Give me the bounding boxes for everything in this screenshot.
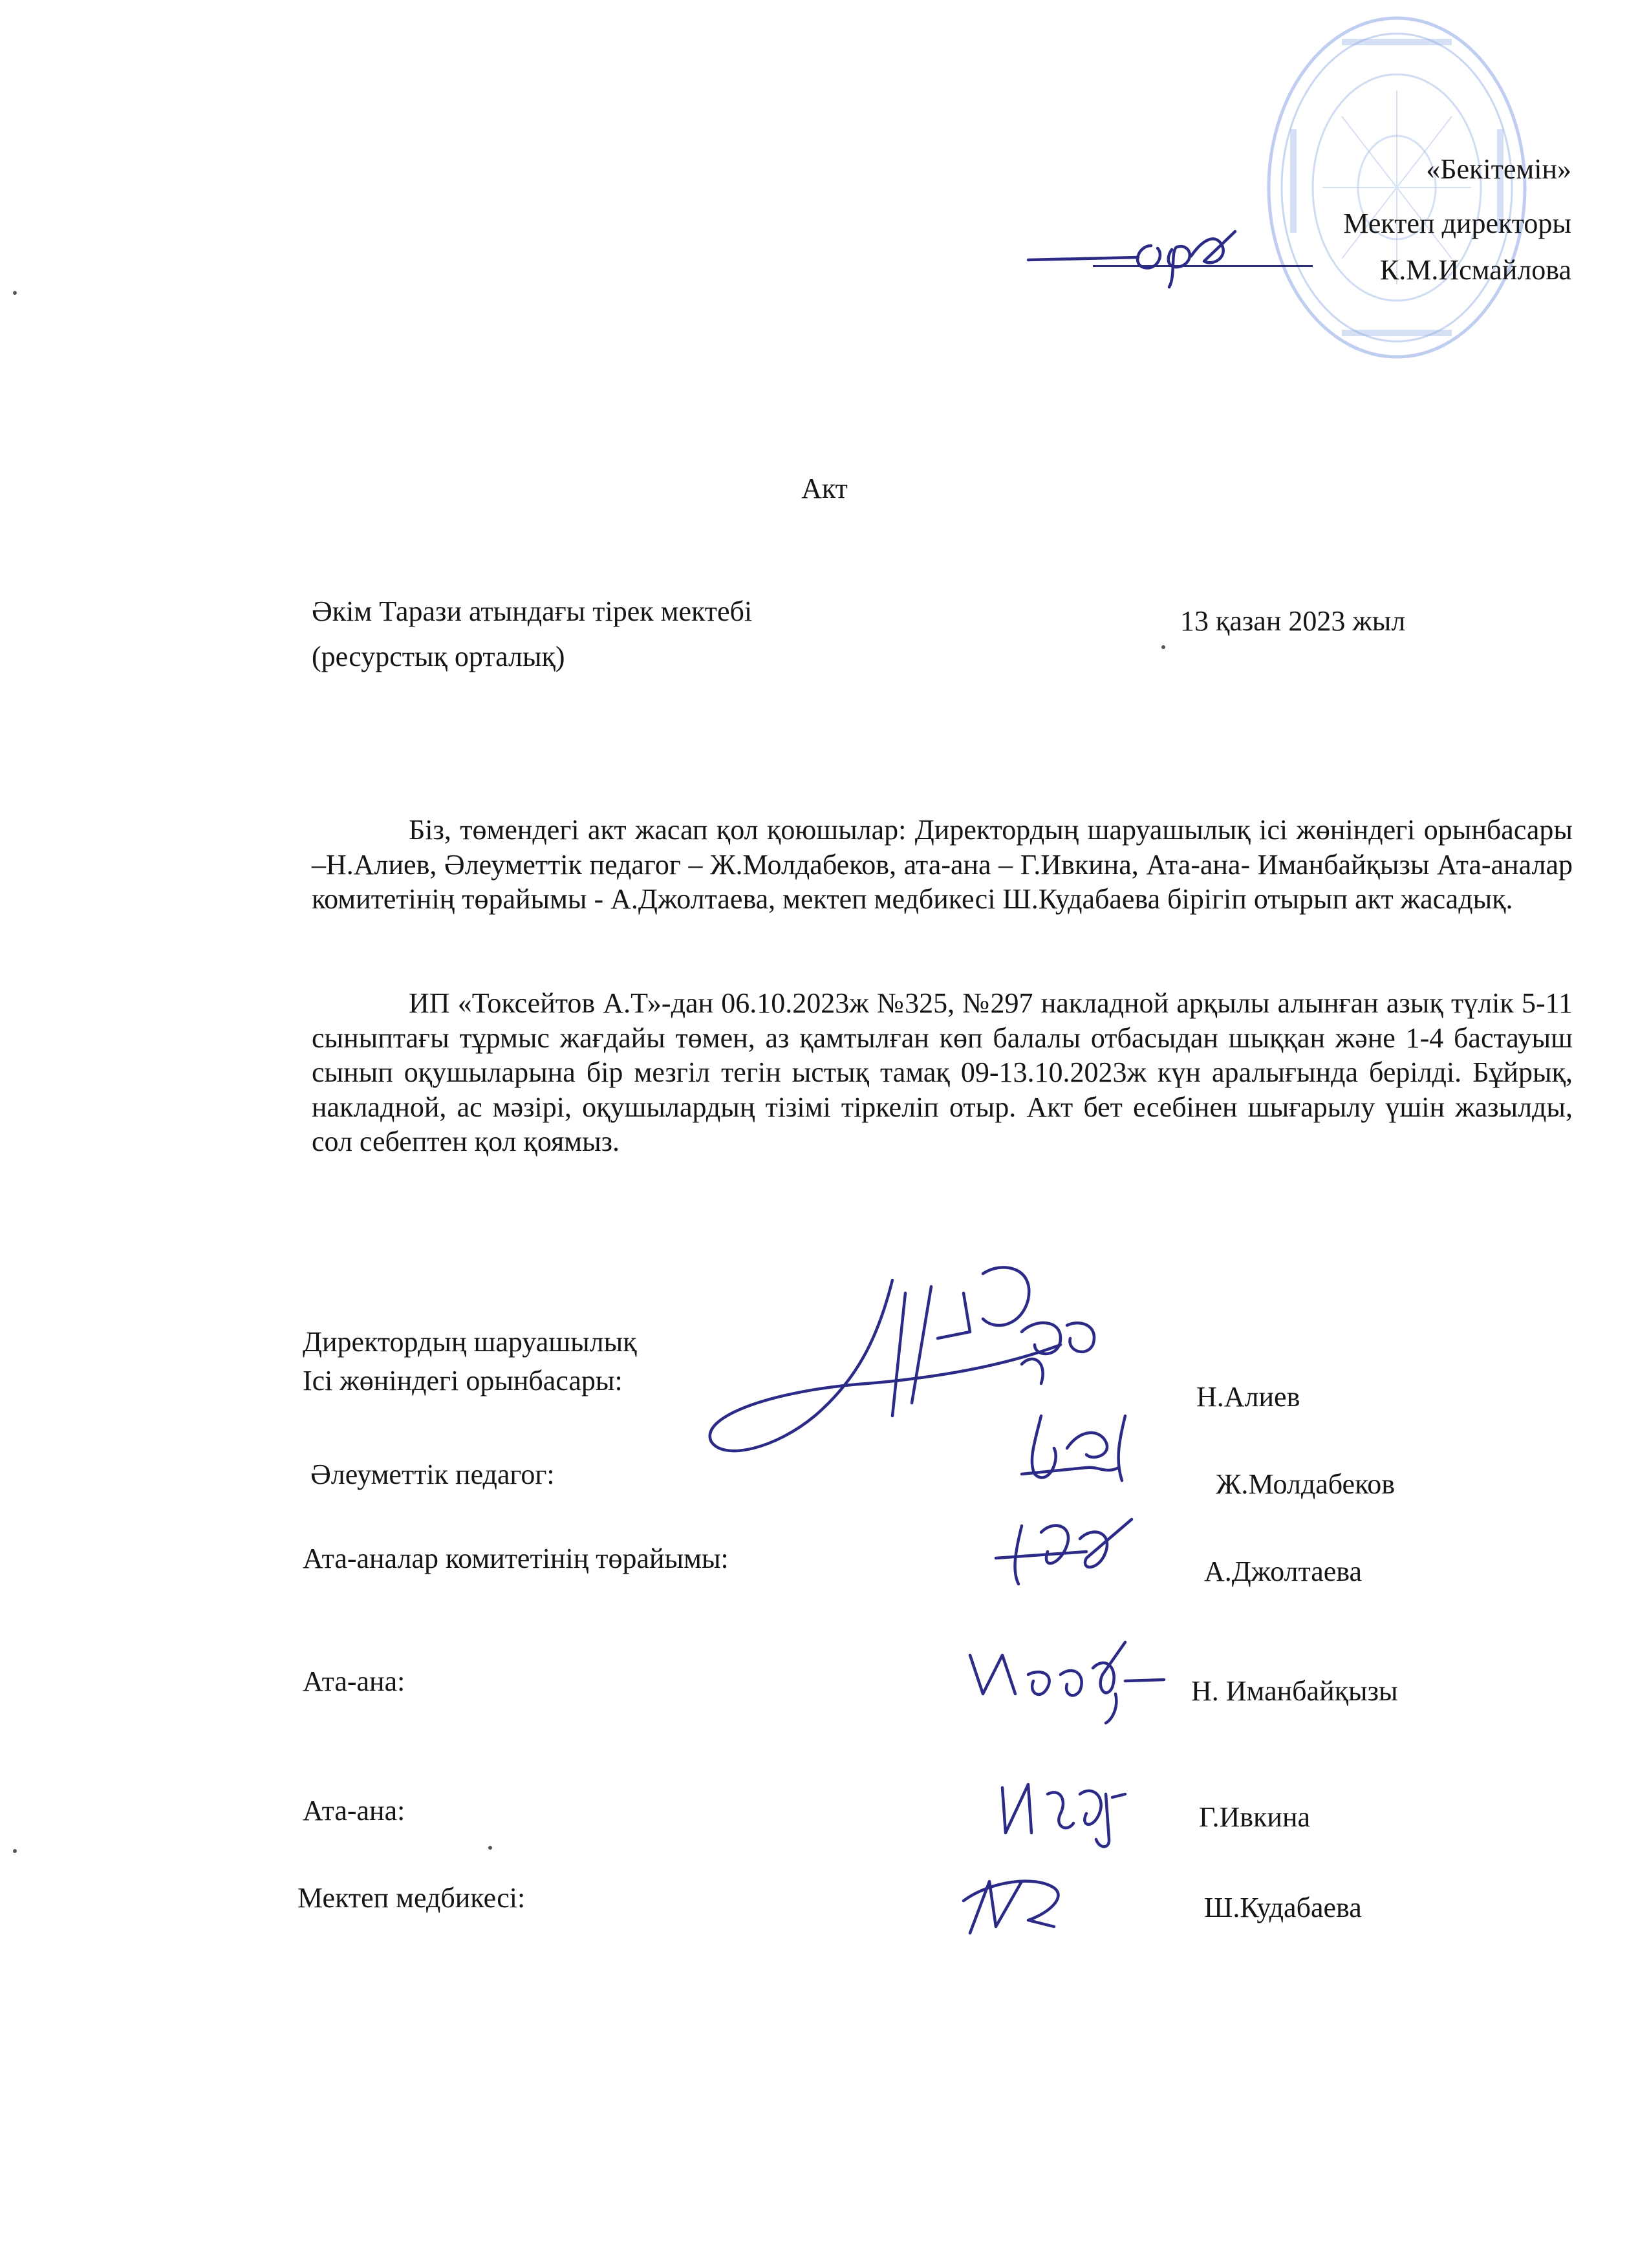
round-seal-stamp-icon	[1264, 13, 1529, 369]
scan-dot	[488, 1846, 492, 1850]
signature-kudabaeva-icon	[951, 1862, 1073, 1946]
signatory-role-1a: Директордың шаруашылық	[303, 1326, 637, 1358]
signatory-role-2: Әлеуметтік педагог:	[310, 1459, 555, 1490]
signatory-role-5: Ата-ана:	[303, 1795, 405, 1826]
signature-joltaeva-icon	[983, 1506, 1151, 1597]
signature-moldabekov-icon	[1009, 1403, 1151, 1493]
document-title: Акт	[801, 473, 848, 504]
scan-dot	[1161, 645, 1165, 649]
approval-position: Мектеп директоры	[1343, 208, 1571, 239]
organization-line-2: (ресурстық орталық)	[312, 641, 565, 672]
signatory-name-1: Н.Алиев	[1196, 1381, 1300, 1413]
signatory-role-1b: Ісі жөніндегі орынбасары:	[303, 1365, 623, 1396]
organization-line-1: Әкім Тарази атындағы тірек мектебі	[312, 595, 753, 627]
signatory-role-4: Ата-ана:	[303, 1665, 405, 1697]
body-paragraph-2: ИП «Токсейтов А.Т»-дан 06.10.2023ж №325, №297 накладной арқылы алынған азық түлік 5-11 сыныптағы тұрмыс жағдайы төмен, аз қамтылған көп балалы отбасыдан шыққан және 1-4 бастауыш сынып оқушыларына бір мезгіл тегін ыстық тамақ 09-13.10.2023ж күн аралығында берілді. Бұйрық, накладной, ас мәзірі, оқушылардың тізімі тіркеліп отыр. Акт бет есебінен шығарылу үшін жазылды, сол себептен қол қоямыз.	[312, 987, 1573, 1157]
signatory-role-3: Ата-аналар комитетінің төрайымы:	[303, 1543, 729, 1574]
signatory-name-5: Г.Ивкина	[1199, 1801, 1311, 1833]
signature-imanbaikyzy-icon	[957, 1629, 1177, 1726]
approval-label: «Бекітемін»	[1426, 153, 1571, 185]
scan-dot	[13, 291, 17, 295]
document-date: 13 қазан 2023 жыл	[1180, 605, 1406, 637]
signatory-name-6: Ш.Кудабаева	[1204, 1892, 1362, 1923]
director-signature-icon	[1022, 220, 1255, 291]
signatory-name-3: А.Джолтаева	[1204, 1556, 1363, 1587]
body-paragraph-1: Біз, төмендегі акт жасап қол қоюшылар: Директордың шаруашылық ісі жөніндегі орынбасары –Н.Алиев, Әлеуметтік педагог – Ж.Молдабеков, ата-ана – Г.Ивкина, Ата-ана- Иманбайқызы Ата-аналар комитетінің төрайымы - А.Джолтаева, мектеп медбикесі Ш.Кудабаева бірігіп отырып акт жасадық.	[312, 814, 1573, 915]
signatory-role-6: Мектеп медбикесі:	[297, 1882, 526, 1914]
signatory-name-2: Ж.Молдабеков	[1216, 1468, 1395, 1500]
scan-dot	[13, 1849, 17, 1853]
signatory-name-4: Н. Иманбайқызы	[1191, 1675, 1398, 1707]
approval-name: К.М.Исмайлова	[1379, 254, 1571, 286]
signature-ivkina-icon	[989, 1768, 1138, 1852]
